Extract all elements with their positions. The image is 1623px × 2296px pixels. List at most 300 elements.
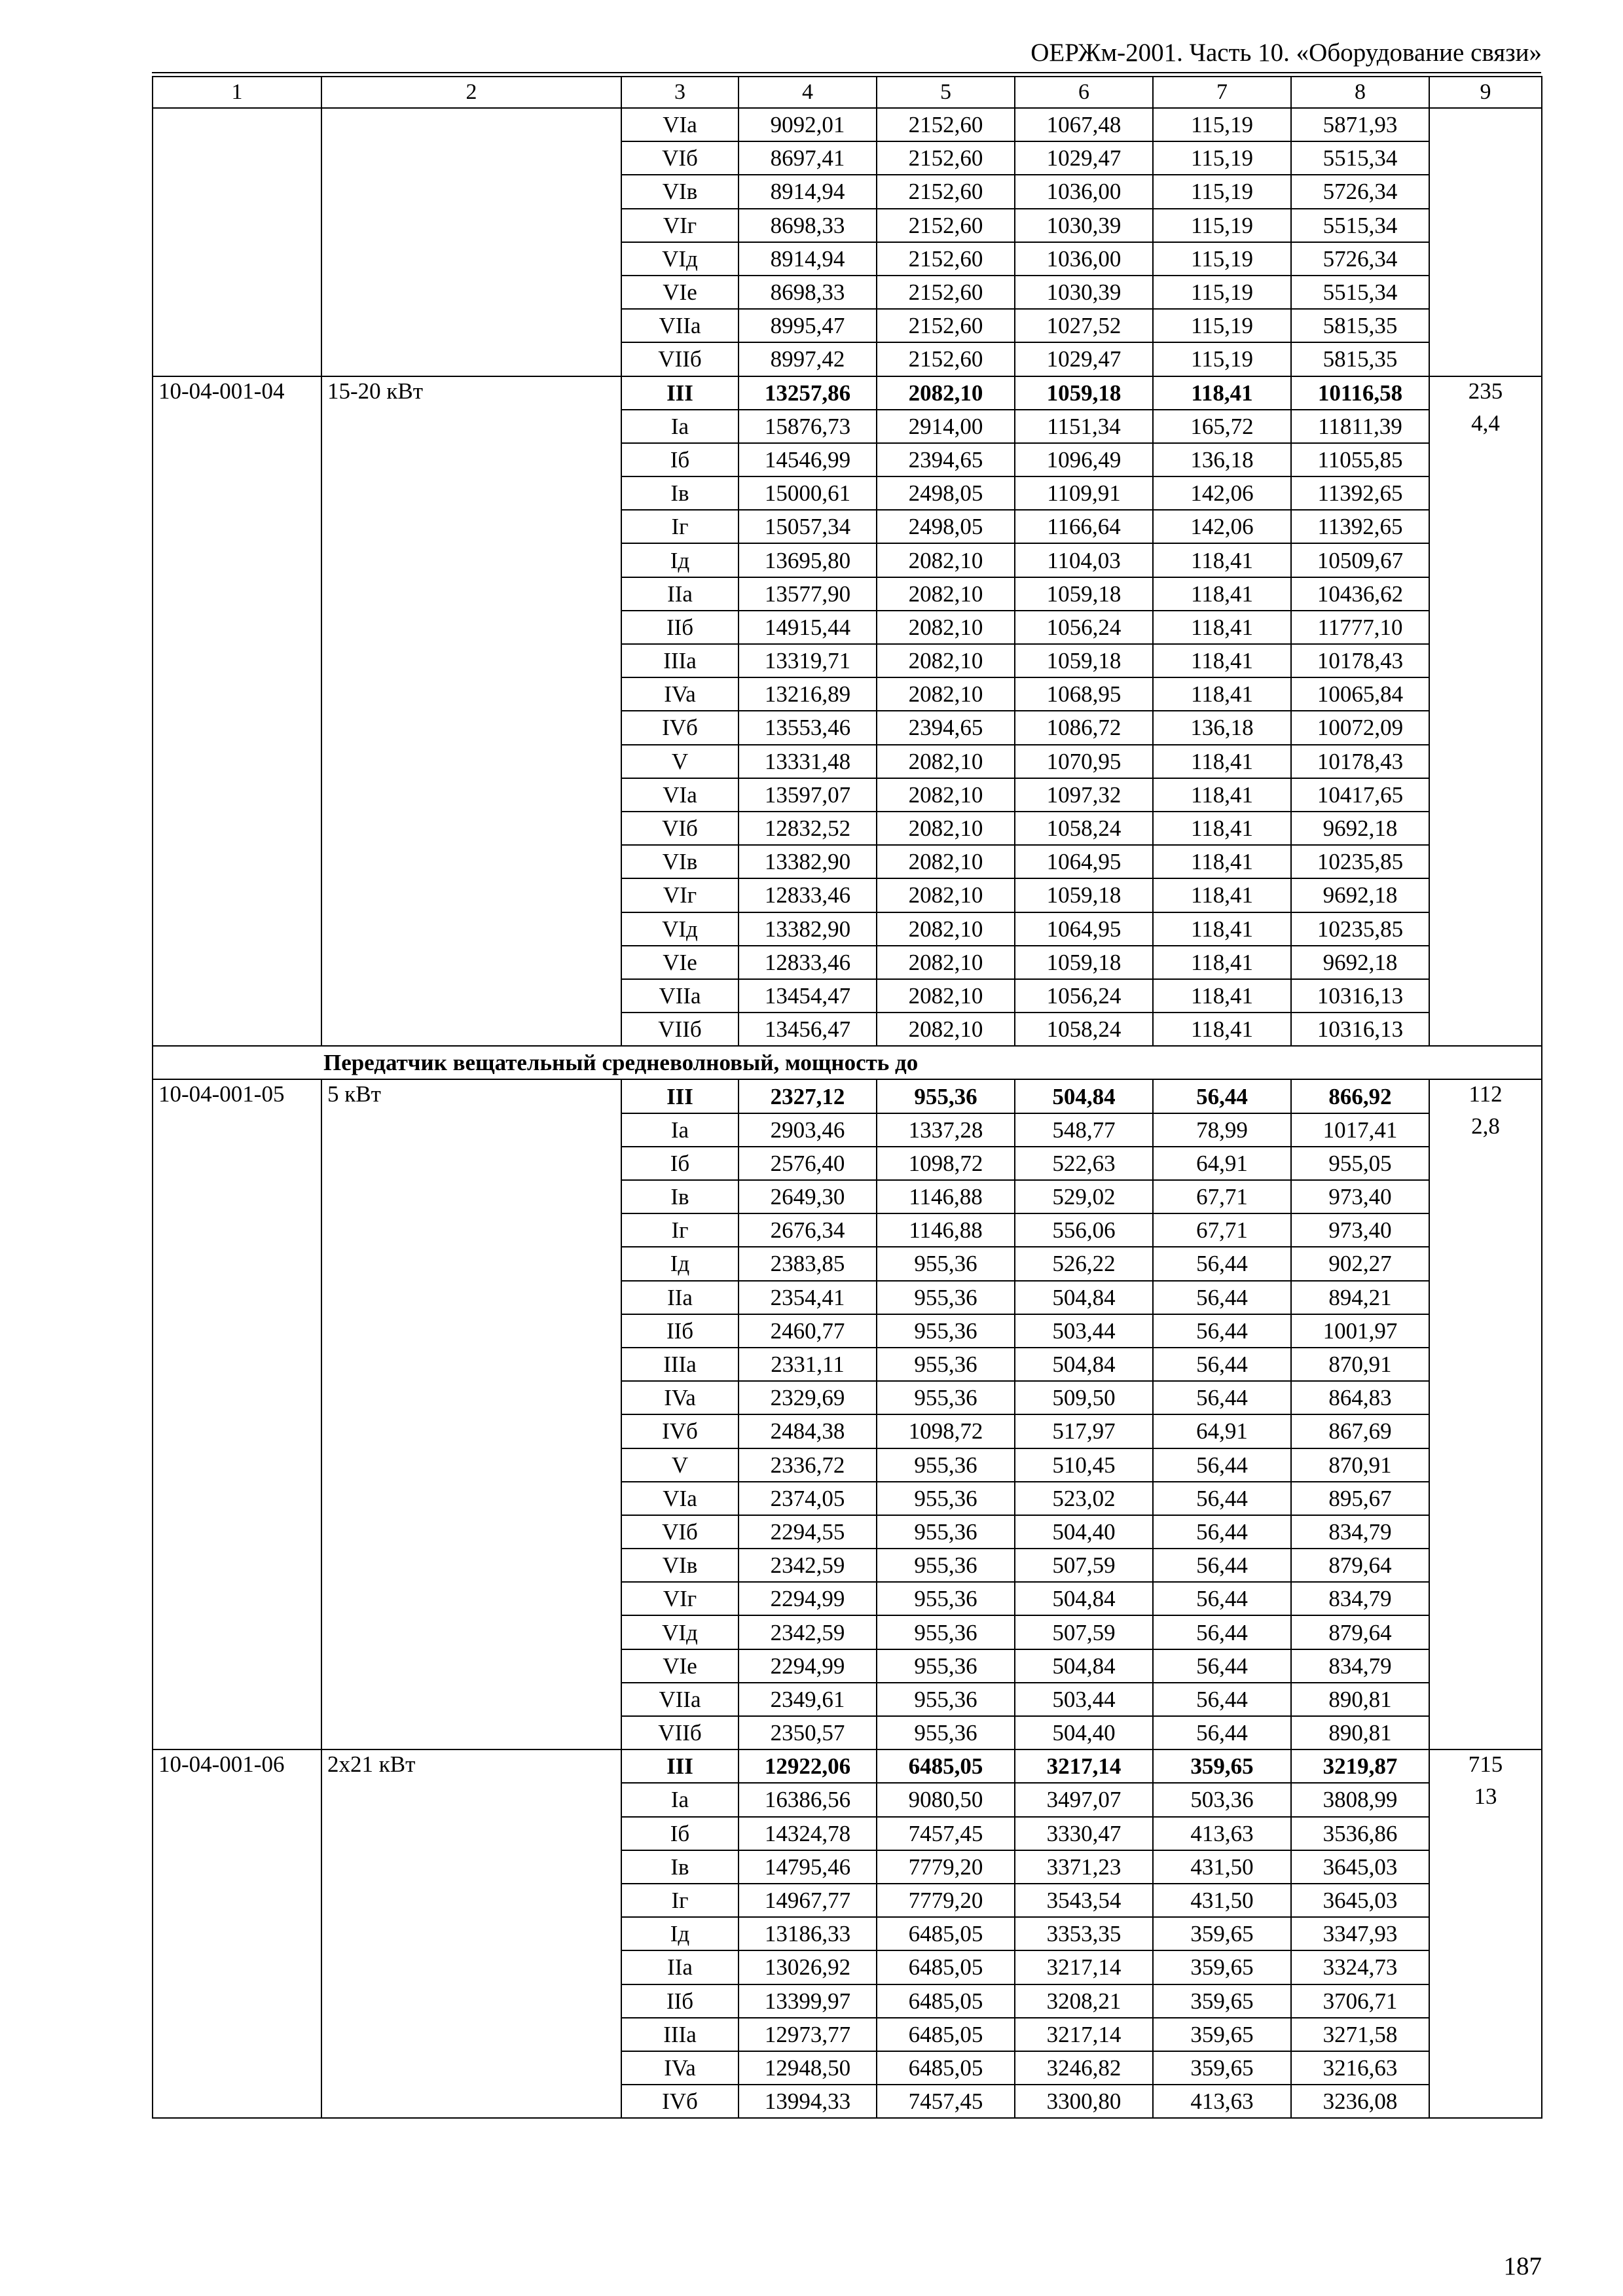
value-cell: 504,84	[1015, 1281, 1153, 1314]
value-cell: 955,36	[877, 1716, 1015, 1749]
value-cell: 115,19	[1153, 309, 1291, 342]
column-number: 2	[321, 77, 621, 108]
value-cell: 510,45	[1015, 1448, 1153, 1482]
class-cell: IIIa	[621, 2018, 739, 2051]
value-cell: 955,36	[877, 1247, 1015, 1280]
value-cell: 504,84	[1015, 1079, 1153, 1113]
value-cell: 3706,71	[1291, 1984, 1429, 2018]
value-cell: 14915,44	[739, 611, 877, 644]
value-cell: 1064,95	[1015, 912, 1153, 946]
value-cell: 56,44	[1153, 1582, 1291, 1615]
value-cell: 56,44	[1153, 1281, 1291, 1314]
value-cell: 7457,45	[877, 1817, 1015, 1850]
value-cell: 1146,88	[877, 1213, 1015, 1247]
value-cell: 13577,90	[739, 577, 877, 611]
value-cell: 5726,34	[1291, 175, 1429, 208]
value-cell: 864,83	[1291, 1381, 1429, 1414]
value-cell: 955,36	[877, 1348, 1015, 1381]
value-cell: 15000,61	[739, 476, 877, 510]
value-cell: 13186,33	[739, 1917, 877, 1950]
value-cell: 56,44	[1153, 1314, 1291, 1348]
value-cell: 1030,39	[1015, 276, 1153, 309]
value-cell: 13399,97	[739, 1984, 877, 2018]
value-cell: 1029,47	[1015, 141, 1153, 175]
class-cell: IIa	[621, 1950, 739, 1984]
class-cell: IVб	[621, 2085, 739, 2118]
value-cell: 56,44	[1153, 1683, 1291, 1716]
value-cell: 955,36	[877, 1582, 1015, 1615]
value-cell: 1056,24	[1015, 611, 1153, 644]
class-cell: III	[621, 1079, 739, 1113]
class-cell: Iб	[621, 1147, 739, 1180]
class-cell: Iв	[621, 476, 739, 510]
value-cell: 10072,09	[1291, 711, 1429, 744]
value-cell: 1027,52	[1015, 309, 1153, 342]
class-cell: Iг	[621, 1213, 739, 1247]
value-cell: 6485,05	[877, 1917, 1015, 1950]
value-cell: 1096,49	[1015, 443, 1153, 476]
class-cell: Iг	[621, 1884, 739, 1917]
value-cell: 13597,07	[739, 778, 877, 812]
class-cell: VIв	[621, 1549, 739, 1582]
value-cell: 13994,33	[739, 2085, 877, 2118]
value-cell: 3371,23	[1015, 1850, 1153, 1884]
value-cell: 2082,10	[877, 376, 1015, 410]
value-cell: 8995,47	[739, 309, 877, 342]
value-cell: 12833,46	[739, 946, 877, 979]
value-cell: 7779,20	[877, 1884, 1015, 1917]
value-cell: 56,44	[1153, 1079, 1291, 1113]
value-cell: 504,40	[1015, 1515, 1153, 1549]
class-cell: VIг	[621, 209, 739, 242]
rate-code: 10-04-001-04	[153, 376, 321, 1047]
value-cell: 1059,18	[1015, 878, 1153, 912]
value-cell: 115,19	[1153, 342, 1291, 376]
value-cell: 2152,60	[877, 209, 1015, 242]
value-cell: 136,18	[1153, 443, 1291, 476]
class-cell: III	[621, 376, 739, 410]
column9-cell	[1429, 1079, 1542, 1749]
value-cell: 2350,57	[739, 1716, 877, 1749]
value-cell: 2294,99	[739, 1582, 877, 1615]
value-cell: 8697,41	[739, 141, 877, 175]
value-cell: 1109,91	[1015, 476, 1153, 510]
value-cell: 2342,59	[739, 1615, 877, 1649]
value-cell: 955,36	[877, 1079, 1015, 1113]
value-cell: 13257,86	[739, 376, 877, 410]
class-cell: Iв	[621, 1180, 739, 1213]
value-cell: 2082,10	[877, 577, 1015, 611]
class-cell: Ia	[621, 1783, 739, 1816]
class-cell: Iд	[621, 543, 739, 577]
value-cell: 834,79	[1291, 1515, 1429, 1549]
value-cell: 115,19	[1153, 108, 1291, 141]
value-cell: 503,44	[1015, 1683, 1153, 1716]
value-cell: 14546,99	[739, 443, 877, 476]
value-cell: 64,91	[1153, 1147, 1291, 1180]
value-cell: 165,72	[1153, 410, 1291, 443]
value-cell: 2082,10	[877, 778, 1015, 812]
column9-value: 715	[1468, 1751, 1503, 1778]
value-cell: 15876,73	[739, 410, 877, 443]
value-cell: 834,79	[1291, 1649, 1429, 1683]
value-cell: 1059,18	[1015, 577, 1153, 611]
value-cell: 5871,93	[1291, 108, 1429, 141]
rate-name: 2x21 кВт	[321, 1749, 621, 2118]
value-cell: 413,63	[1153, 2085, 1291, 2118]
value-cell: 1070,95	[1015, 745, 1153, 778]
value-cell: 118,41	[1153, 745, 1291, 778]
value-cell: 10178,43	[1291, 644, 1429, 677]
value-cell: 529,02	[1015, 1180, 1153, 1213]
value-cell: 12833,46	[739, 878, 877, 912]
value-cell: 1036,00	[1015, 242, 1153, 276]
value-cell: 2394,65	[877, 443, 1015, 476]
class-cell: VIб	[621, 812, 739, 845]
page-header: ОЕРЖм-2001. Часть 10. «Оборудование связи»	[1030, 39, 1542, 67]
value-cell: 142,06	[1153, 476, 1291, 510]
value-cell: 136,18	[1153, 711, 1291, 744]
value-cell: 56,44	[1153, 1482, 1291, 1515]
value-cell: 879,64	[1291, 1549, 1429, 1582]
value-cell: 504,84	[1015, 1348, 1153, 1381]
column-number: 8	[1291, 77, 1429, 108]
value-cell: 413,63	[1153, 1817, 1291, 1850]
value-cell: 2903,46	[739, 1113, 877, 1147]
table-row	[153, 376, 1542, 410]
value-cell: 6485,05	[877, 2018, 1015, 2051]
value-cell: 2082,10	[877, 611, 1015, 644]
value-cell: 78,99	[1153, 1113, 1291, 1147]
value-cell: 11392,65	[1291, 510, 1429, 543]
value-cell: 2498,05	[877, 510, 1015, 543]
value-cell: 5515,34	[1291, 209, 1429, 242]
value-cell: 1064,95	[1015, 845, 1153, 878]
value-cell: 3347,93	[1291, 1917, 1429, 1950]
value-cell: 6485,05	[877, 2051, 1015, 2085]
column9-cell	[1429, 1749, 1542, 2118]
column9-value: 112	[1468, 1081, 1503, 1107]
class-cell: IIa	[621, 1281, 739, 1314]
value-cell: 6485,05	[877, 1950, 1015, 1984]
value-cell: 1001,97	[1291, 1314, 1429, 1348]
value-cell: 1067,48	[1015, 108, 1153, 141]
value-cell: 2152,60	[877, 141, 1015, 175]
value-cell: 955,36	[877, 1615, 1015, 1649]
value-cell: 115,19	[1153, 175, 1291, 208]
value-cell: 3236,08	[1291, 2085, 1429, 2118]
value-cell: 834,79	[1291, 1582, 1429, 1615]
page-number: 187	[1503, 2252, 1542, 2280]
value-cell: 118,41	[1153, 812, 1291, 845]
column-number-row	[153, 77, 1542, 108]
value-cell: 2649,30	[739, 1180, 877, 1213]
value-cell: 2676,34	[739, 1213, 877, 1247]
value-cell: 526,22	[1015, 1247, 1153, 1280]
value-cell: 10116,58	[1291, 376, 1429, 410]
value-cell: 2082,10	[877, 677, 1015, 711]
value-cell: 2082,10	[877, 845, 1015, 878]
column9-cell	[1429, 108, 1542, 376]
value-cell: 9092,01	[739, 108, 877, 141]
value-cell: 5515,34	[1291, 276, 1429, 309]
value-cell: 10178,43	[1291, 745, 1429, 778]
value-cell: 118,41	[1153, 778, 1291, 812]
value-cell: 8698,33	[739, 209, 877, 242]
value-cell: 2374,05	[739, 1482, 877, 1515]
class-cell: IIIa	[621, 1348, 739, 1381]
class-cell: VIIб	[621, 342, 739, 376]
value-cell: 1151,34	[1015, 410, 1153, 443]
value-cell: 56,44	[1153, 1381, 1291, 1414]
class-cell: VIд	[621, 912, 739, 946]
value-cell: 2082,10	[877, 946, 1015, 979]
value-cell: 3300,80	[1015, 2085, 1153, 2118]
column9-cell	[1429, 376, 1542, 1047]
value-cell: 1059,18	[1015, 946, 1153, 979]
rate-code: 10-04-001-05	[153, 1079, 321, 1749]
value-cell: 955,36	[877, 1515, 1015, 1549]
value-cell: 56,44	[1153, 1716, 1291, 1749]
table-body	[153, 77, 1542, 2118]
value-cell: 5815,35	[1291, 309, 1429, 342]
value-cell: 11392,65	[1291, 476, 1429, 510]
value-cell: 11055,85	[1291, 443, 1429, 476]
value-cell: 10417,65	[1291, 778, 1429, 812]
value-cell: 2152,60	[877, 309, 1015, 342]
class-cell: VIIa	[621, 309, 739, 342]
value-cell: 2484,38	[739, 1414, 877, 1448]
value-cell: 955,36	[877, 1549, 1015, 1582]
value-cell: 9692,18	[1291, 812, 1429, 845]
value-cell: 359,65	[1153, 1950, 1291, 1984]
section-heading: Передатчик вещательный средневолновый, мощность до	[153, 1046, 1542, 1079]
class-cell: IIa	[621, 577, 739, 611]
value-cell: 870,91	[1291, 1448, 1429, 1482]
column9-value: 235	[1468, 378, 1503, 404]
value-cell: 13382,90	[739, 845, 877, 878]
value-cell: 2082,10	[877, 1013, 1015, 1046]
value-cell: 2383,85	[739, 1247, 877, 1280]
class-cell: VIб	[621, 1515, 739, 1549]
value-cell: 118,41	[1153, 845, 1291, 878]
class-cell: III	[621, 1749, 739, 1783]
value-cell: 504,84	[1015, 1649, 1153, 1683]
value-cell: 431,50	[1153, 1884, 1291, 1917]
value-cell: 2152,60	[877, 342, 1015, 376]
value-cell: 359,65	[1153, 1984, 1291, 2018]
rate-name: 5 кВт	[321, 1079, 621, 1749]
value-cell: 866,92	[1291, 1079, 1429, 1113]
value-cell: 115,19	[1153, 141, 1291, 175]
value-cell: 5726,34	[1291, 242, 1429, 276]
value-cell: 13331,48	[739, 745, 877, 778]
value-cell: 5815,35	[1291, 342, 1429, 376]
value-cell: 890,81	[1291, 1683, 1429, 1716]
value-cell: 894,21	[1291, 1281, 1429, 1314]
value-cell: 507,59	[1015, 1549, 1153, 1582]
value-cell: 1068,95	[1015, 677, 1153, 711]
value-cell: 2082,10	[877, 745, 1015, 778]
value-cell: 556,06	[1015, 1213, 1153, 1247]
value-cell: 13454,47	[739, 979, 877, 1013]
value-cell: 1059,18	[1015, 376, 1153, 410]
value-cell: 867,69	[1291, 1414, 1429, 1448]
value-cell: 1098,72	[877, 1147, 1015, 1180]
value-cell: 2152,60	[877, 108, 1015, 141]
section-heading-row	[153, 1046, 1542, 1079]
rate-name	[321, 108, 621, 376]
value-cell: 1104,03	[1015, 543, 1153, 577]
value-cell: 2460,77	[739, 1314, 877, 1348]
value-cell: 8914,94	[739, 175, 877, 208]
class-cell: IIб	[621, 1314, 739, 1348]
class-cell: VIв	[621, 175, 739, 208]
value-cell: 10509,67	[1291, 543, 1429, 577]
value-cell: 503,36	[1153, 1783, 1291, 1816]
class-cell: VIIa	[621, 979, 739, 1013]
value-cell: 2152,60	[877, 175, 1015, 208]
value-cell: 6485,05	[877, 1749, 1015, 1783]
class-cell: VIIa	[621, 1683, 739, 1716]
value-cell: 5515,34	[1291, 141, 1429, 175]
value-cell: 2576,40	[739, 1147, 877, 1180]
value-cell: 955,36	[877, 1649, 1015, 1683]
value-cell: 2342,59	[739, 1549, 877, 1582]
class-cell: IIб	[621, 611, 739, 644]
value-cell: 2082,10	[877, 543, 1015, 577]
value-cell: 955,36	[877, 1314, 1015, 1348]
value-cell: 118,41	[1153, 878, 1291, 912]
value-cell: 879,64	[1291, 1615, 1429, 1649]
value-cell: 115,19	[1153, 276, 1291, 309]
value-cell: 56,44	[1153, 1448, 1291, 1482]
value-cell: 1030,39	[1015, 209, 1153, 242]
value-cell: 11811,39	[1291, 410, 1429, 443]
column-number: 3	[621, 77, 739, 108]
value-cell: 14795,46	[739, 1850, 877, 1884]
value-cell: 118,41	[1153, 979, 1291, 1013]
value-cell: 56,44	[1153, 1615, 1291, 1649]
class-cell: Iв	[621, 1850, 739, 1884]
class-cell: V	[621, 745, 739, 778]
column-number: 7	[1153, 77, 1291, 108]
value-cell: 431,50	[1153, 1850, 1291, 1884]
value-cell: 10316,13	[1291, 979, 1429, 1013]
class-cell: Ia	[621, 410, 739, 443]
value-cell: 359,65	[1153, 2051, 1291, 2085]
value-cell: 2354,41	[739, 1281, 877, 1314]
value-cell: 955,05	[1291, 1147, 1429, 1180]
value-cell: 973,40	[1291, 1180, 1429, 1213]
value-cell: 890,81	[1291, 1716, 1429, 1749]
class-cell: VIe	[621, 946, 739, 979]
value-cell: 3208,21	[1015, 1984, 1153, 2018]
value-cell: 118,41	[1153, 376, 1291, 410]
value-cell: 955,36	[877, 1381, 1015, 1414]
class-cell: VIe	[621, 276, 739, 309]
column-number: 4	[739, 77, 877, 108]
value-cell: 2082,10	[877, 812, 1015, 845]
value-cell: 1337,28	[877, 1113, 1015, 1147]
value-cell: 548,77	[1015, 1113, 1153, 1147]
value-cell: 12948,50	[739, 2051, 877, 2085]
class-cell: IVa	[621, 1381, 739, 1414]
class-cell: Iд	[621, 1917, 739, 1950]
value-cell: 1098,72	[877, 1414, 1015, 1448]
value-cell: 13553,46	[739, 711, 877, 744]
class-cell: IIб	[621, 1984, 739, 2018]
value-cell: 2152,60	[877, 242, 1015, 276]
value-cell: 523,02	[1015, 1482, 1153, 1515]
value-cell: 870,91	[1291, 1348, 1429, 1381]
column9-value: 2,8	[1471, 1113, 1500, 1139]
class-cell: VIд	[621, 242, 739, 276]
value-cell: 7457,45	[877, 2085, 1015, 2118]
class-cell: Iб	[621, 443, 739, 476]
value-cell: 902,27	[1291, 1247, 1429, 1280]
value-cell: 3324,73	[1291, 1950, 1429, 1984]
value-cell: 118,41	[1153, 677, 1291, 711]
value-cell: 56,44	[1153, 1649, 1291, 1683]
value-cell: 1058,24	[1015, 1013, 1153, 1046]
value-cell: 12832,52	[739, 812, 877, 845]
value-cell: 1086,72	[1015, 711, 1153, 744]
value-cell: 3808,99	[1291, 1783, 1429, 1816]
value-cell: 3216,63	[1291, 2051, 1429, 2085]
value-cell: 118,41	[1153, 946, 1291, 979]
value-cell: 13319,71	[739, 644, 877, 677]
value-cell: 1146,88	[877, 1180, 1015, 1213]
class-cell: VIв	[621, 845, 739, 878]
value-cell: 7779,20	[877, 1850, 1015, 1884]
value-cell: 3497,07	[1015, 1783, 1153, 1816]
value-cell: 2082,10	[877, 912, 1015, 946]
value-cell: 10436,62	[1291, 577, 1429, 611]
value-cell: 1029,47	[1015, 342, 1153, 376]
class-cell: Ia	[621, 1113, 739, 1147]
value-cell: 359,65	[1153, 1917, 1291, 1950]
value-cell: 3219,87	[1291, 1749, 1429, 1783]
value-cell: 13382,90	[739, 912, 877, 946]
value-cell: 3246,82	[1015, 2051, 1153, 2085]
value-cell: 2329,69	[739, 1381, 877, 1414]
value-cell: 9692,18	[1291, 878, 1429, 912]
value-cell: 3645,03	[1291, 1884, 1429, 1917]
class-cell: IVб	[621, 711, 739, 744]
value-cell: 2498,05	[877, 476, 1015, 510]
table-row	[153, 1749, 1542, 1783]
value-cell: 10235,85	[1291, 845, 1429, 878]
value-cell: 955,36	[877, 1448, 1015, 1482]
value-cell: 955,36	[877, 1683, 1015, 1716]
value-cell: 3536,86	[1291, 1817, 1429, 1850]
value-cell: 8997,42	[739, 342, 877, 376]
class-cell: VIг	[621, 1582, 739, 1615]
value-cell: 14967,77	[739, 1884, 877, 1917]
value-cell: 973,40	[1291, 1213, 1429, 1247]
value-cell: 955,36	[877, 1281, 1015, 1314]
class-cell: Iб	[621, 1817, 739, 1850]
value-cell: 2294,55	[739, 1515, 877, 1549]
value-cell: 2394,65	[877, 711, 1015, 744]
rate-code: 10-04-001-06	[153, 1749, 321, 2118]
value-cell: 67,71	[1153, 1213, 1291, 1247]
value-cell: 9692,18	[1291, 946, 1429, 979]
value-cell: 6485,05	[877, 1984, 1015, 2018]
value-cell: 504,40	[1015, 1716, 1153, 1749]
value-cell: 12973,77	[739, 2018, 877, 2051]
